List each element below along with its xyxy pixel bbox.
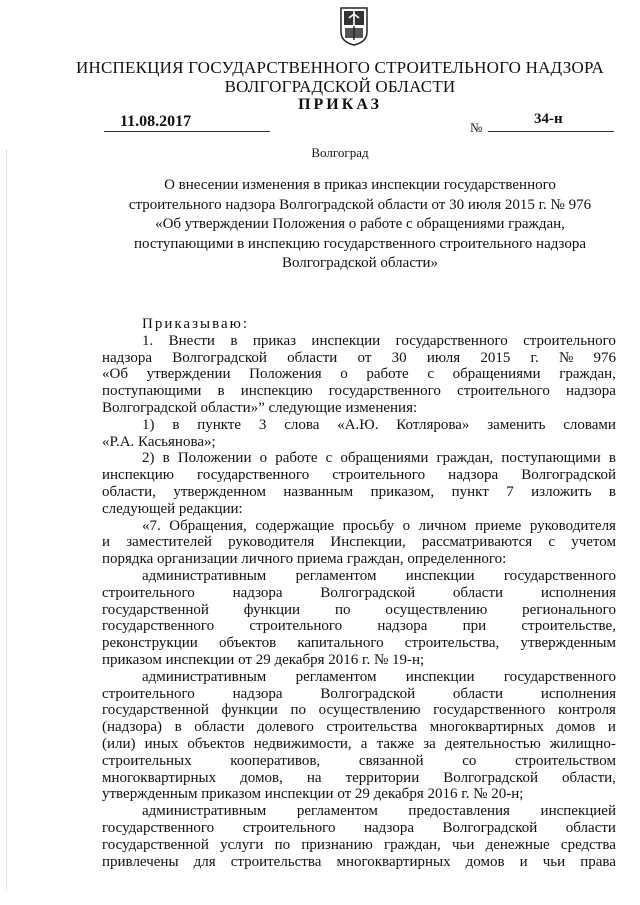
body-line: привлечены для строительства многоквартирных домов и чьи права [102, 853, 616, 870]
body-line: 2) в Положении о работе с обращениями граждан, поступающими в [142, 450, 616, 467]
city-name: Волгоград [311, 145, 369, 160]
body-line: административным регламентом инспекции государственного [142, 567, 616, 584]
body-line: государственного строительного надзора при строительстве, [102, 618, 616, 635]
document-body [102, 316, 616, 870]
body-line: порядка организации личного приема граждан, определенного: [102, 551, 507, 568]
body-line: приказом инспекции от 29 декабря 2016 г. № 19-н; [102, 651, 425, 668]
body-line: государственной функции по осуществлению регионального [102, 601, 616, 618]
body-line: утвержденным приказом инспекции от 29 декабря 2016 г. № 20-н; [102, 786, 524, 803]
body-line: «Об утверждении Положения о работе с обращениями граждан, [102, 366, 616, 383]
body-line: Приказываю: [142, 316, 249, 332]
number-sign: № [470, 120, 483, 135]
body-line: реконструкции объектов капитального строительства, утвержденным [102, 635, 616, 652]
body-line: государственной услуги по признанию граждан, чьи денежные средства [102, 836, 616, 853]
body-line: административным регламентом предоставления инспекцией [142, 803, 616, 820]
title-line: поступающими в инспекцию государственного строительного надзора [133, 235, 587, 252]
number-underline [488, 131, 614, 132]
title-line: О внесении изменения в приказ инспекции государственного [164, 177, 556, 193]
document-number: 34-н [534, 111, 563, 127]
document-title [100, 176, 620, 274]
body-line: области, утвержденном названным приказом, пункт 7 изложить в [102, 483, 616, 500]
document-date: 11.08.2017 [120, 113, 192, 130]
body-line: (или) иных объектов недвижимости, а также за деятельностью жилищно- [102, 735, 616, 752]
scan-margin-line [6, 150, 7, 890]
body-line: «Р.А. Касьянова»; [102, 433, 216, 450]
body-line: и заместителей руководителя Инспекции, рассматриваются с учетом [102, 534, 616, 551]
body-line: (надзора) в области долевого строительства многоквартирных домов и [102, 719, 616, 736]
coat-of-arms-emblem [339, 6, 369, 46]
body-line: 1. Внести в приказ инспекции государственного строительного [142, 332, 616, 349]
body-line: инспекцию государственного строительного надзора Волгоградской [102, 467, 616, 484]
body-line: 1) в пункте 3 слова «А.Ю. Котлярова» заменить словами [142, 416, 616, 433]
document-type: ПРИКАЗ [298, 96, 382, 113]
body-line: строительного надзора Волгоградской области исполнения [102, 584, 616, 601]
organization-name-line1: ИНСПЕКЦИЯ ГОСУДАРСТВЕННОГО СТРОИТЕЛЬНОГО НАДЗОРА [76, 58, 604, 77]
body-line: строительного надзора Волгоградской области исполнения [102, 685, 616, 702]
organization-name-line2: ВОЛГОГРАДСКОЙ ОБЛАСТИ [224, 77, 456, 96]
body-line: многоквартирных домов, на территории Волгоградской области, [102, 769, 616, 786]
body-line: Волгоградской области»” следующие изменения: [102, 399, 418, 416]
body-line: строительных кооперативов, связанной со строительством [102, 752, 616, 769]
body-line: надзора Волгоградской области от 30 июля 2015 г. № 976 [102, 349, 616, 366]
title-line: Волгоградской области» [281, 255, 439, 271]
body-line: следующей редакции: [102, 500, 243, 517]
date-underline [104, 131, 270, 132]
body-line: государственной функции по осуществлению государственного контроля [102, 702, 616, 719]
title-line: строительного надзора Волгоградской области от 30 июля 2015 г. № 976 [128, 196, 592, 213]
body-line: государственного строительного надзора Волгоградской области [102, 819, 616, 836]
body-line: «7. Обращения, содержащие просьбу о личном приеме руководителя [142, 517, 616, 534]
body-line: поступающими в инспекцию государственного строительного надзора [102, 383, 616, 400]
title-line: «Об утверждении Положения о работе с обращениями граждан, [155, 216, 565, 232]
body-line: административным регламентом инспекции государственного [142, 668, 616, 685]
